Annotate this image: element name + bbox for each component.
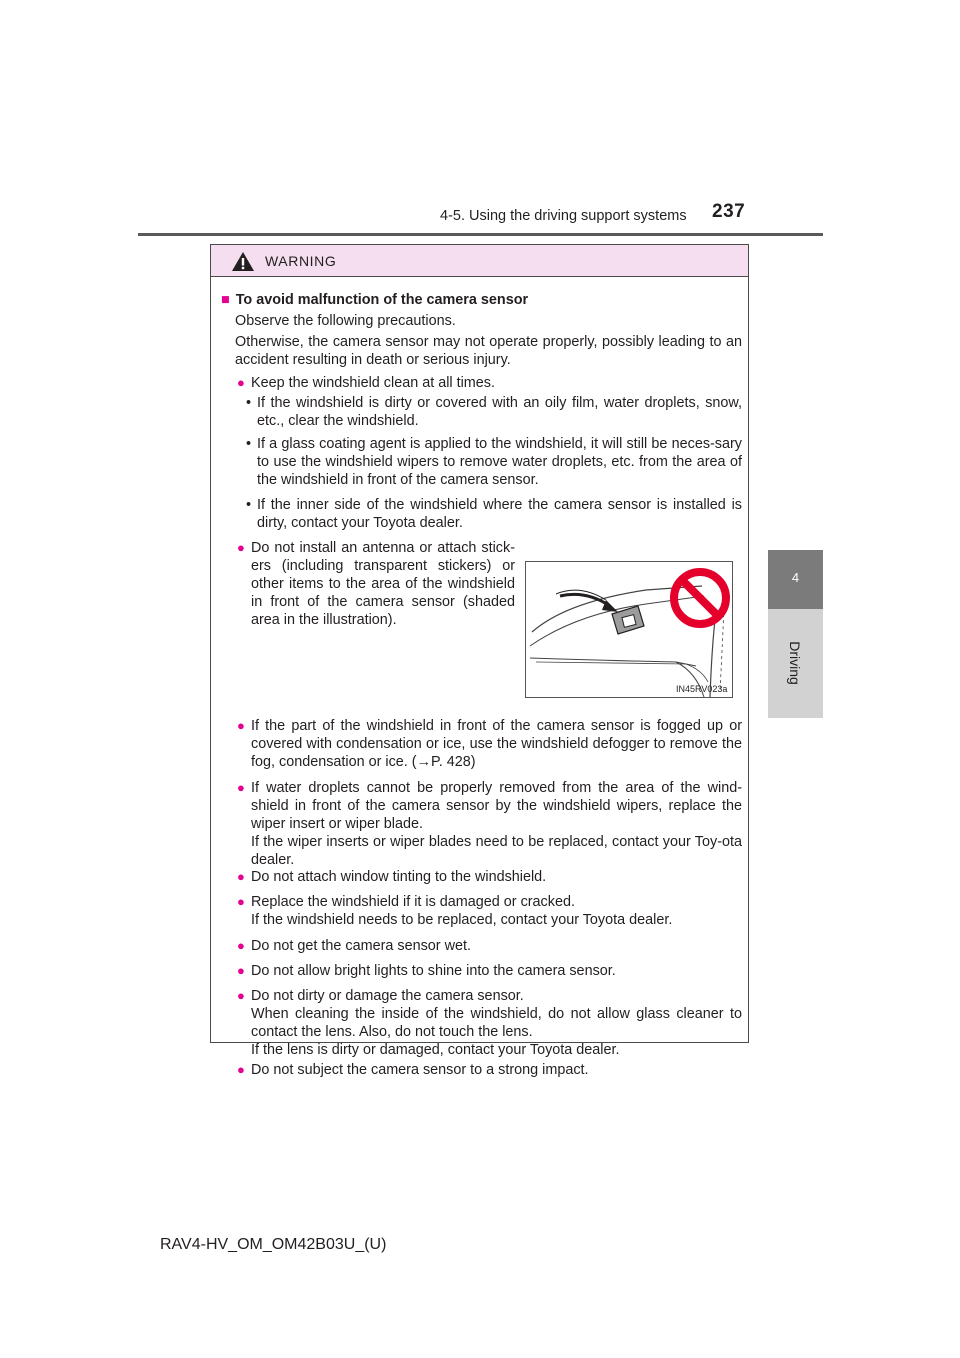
intro-text-2: Otherwise, the camera sensor may not operate properly, possibly leading to an accident resulting in death or serious injury. [235,334,742,368]
list-item [237,374,742,392]
sub-list-item [246,394,742,430]
warning-body [211,277,748,1078]
list-item-text: If the lens is dirty or damaged, contact your Toyota dealer. [251,1042,620,1058]
sub-list-item [246,496,742,532]
bullet-icon: ● [237,988,245,1003]
list-item-text: Keep the windshield clean at all times. [251,375,495,391]
list-item [237,539,515,629]
list-item-text: Do not attach window tinting to the windshield. [251,869,547,885]
list-item [237,1061,742,1079]
chapter-number-tab [768,550,823,609]
sub-list-item-text: If the windshield is dirty or covered with an oily film, water droplets, snow, etc., clear the windshield. [257,395,742,429]
list-item-text: Do not dirty or damage the camera sensor. [251,988,524,1004]
list-item-text: Do not get the camera sensor wet. [251,938,471,954]
list-item [237,937,742,955]
bullet-icon: ● [237,780,245,795]
list-item-text: Do not allow bright lights to shine into the camera sensor. [251,963,616,979]
list-item [237,779,742,869]
bullet-icon: ● [237,894,245,909]
document-code: RAV4-HV_OM_OM42B03U_(U) [160,1236,387,1253]
warning-triangle-icon [231,251,255,272]
list-item-text: If the wiper inserts or wiper blades need to be replaced, contact your Toy-ota dealer. [251,834,742,868]
list-item [237,893,742,929]
warning-title: WARNING [265,253,337,269]
sub-bullet-icon: • [246,497,252,513]
bullet-icon: ● [237,963,245,978]
chapter-number: 4 [791,570,800,585]
list-item [237,868,742,886]
list-item-text: If the part of the windshield in front of the camera sensor is fogged up or covered with condensation or ice, use the windshield defogger to remove the fog, condensation or ice. (→P. 428) [251,718,742,770]
list-item-text: If water droplets cannot be properly removed from the area of the wind-shield in front of the camera sensor by the windshield wipers, replace the wiper insert or wiper blade. [251,780,742,832]
bullet-icon: ● [237,938,245,953]
bullet-icon: ● [237,1062,245,1077]
section-heading [221,291,528,309]
bullet-icon: ● [237,869,245,884]
list-item [237,987,742,1059]
bullet-icon: ● [237,540,245,555]
sub-list-item-text: If a glass coating agent is applied to the windshield, it will still be neces-sary to use the windshield wipers to remove water droplets, etc. from the area of the windshield in front of the camera sensor. [257,436,742,488]
bullet-icon: ● [237,718,245,733]
chapter-label: Driving [787,641,803,685]
sub-list-item [246,435,742,489]
sub-list-item-text: If the inner side of the windshield where the camera sensor is installed is dirty, contact your Toyota dealer. [257,497,742,531]
header-rule [138,233,823,236]
bullet-icon: ● [237,375,245,390]
list-item-text: When cleaning the inside of the windshield, do not allow glass cleaner to contact the lens. Also, do not touch the lens. [251,1006,742,1040]
list-item [237,717,742,771]
sub-bullet-icon: • [246,395,252,411]
windshield-illustration [526,562,732,697]
intro-text-1: Observe the following precautions. [235,313,456,329]
section-heading-text: To avoid malfunction of the camera sensor [235,292,529,308]
list-item [237,962,742,980]
camera-sensor-illustration [525,561,733,698]
chapter-label-tab [768,609,823,718]
header-section-title: 4-5. Using the driving support systems [440,208,687,224]
list-item-text: If the windshield needs to be replaced, contact your Toyota dealer. [251,912,673,928]
page-number: 237 [712,201,746,222]
warning-box [210,244,749,1078]
square-bullet-icon: ■ [221,292,230,308]
warning-header [211,245,748,277]
list-item-text: Do not subject the camera sensor to a strong impact. [251,1062,589,1078]
list-item-text: Replace the windshield if it is damaged or cracked. [251,894,575,910]
illustration-code: IN45RV023a [676,684,728,694]
sub-bullet-icon: • [246,436,252,452]
list-item-text: Do not install an antenna or attach stick-ers (including transparent stickers) or other items to the area of the windshield in front of the camera sensor (shaded area in the illustration). [251,540,515,628]
